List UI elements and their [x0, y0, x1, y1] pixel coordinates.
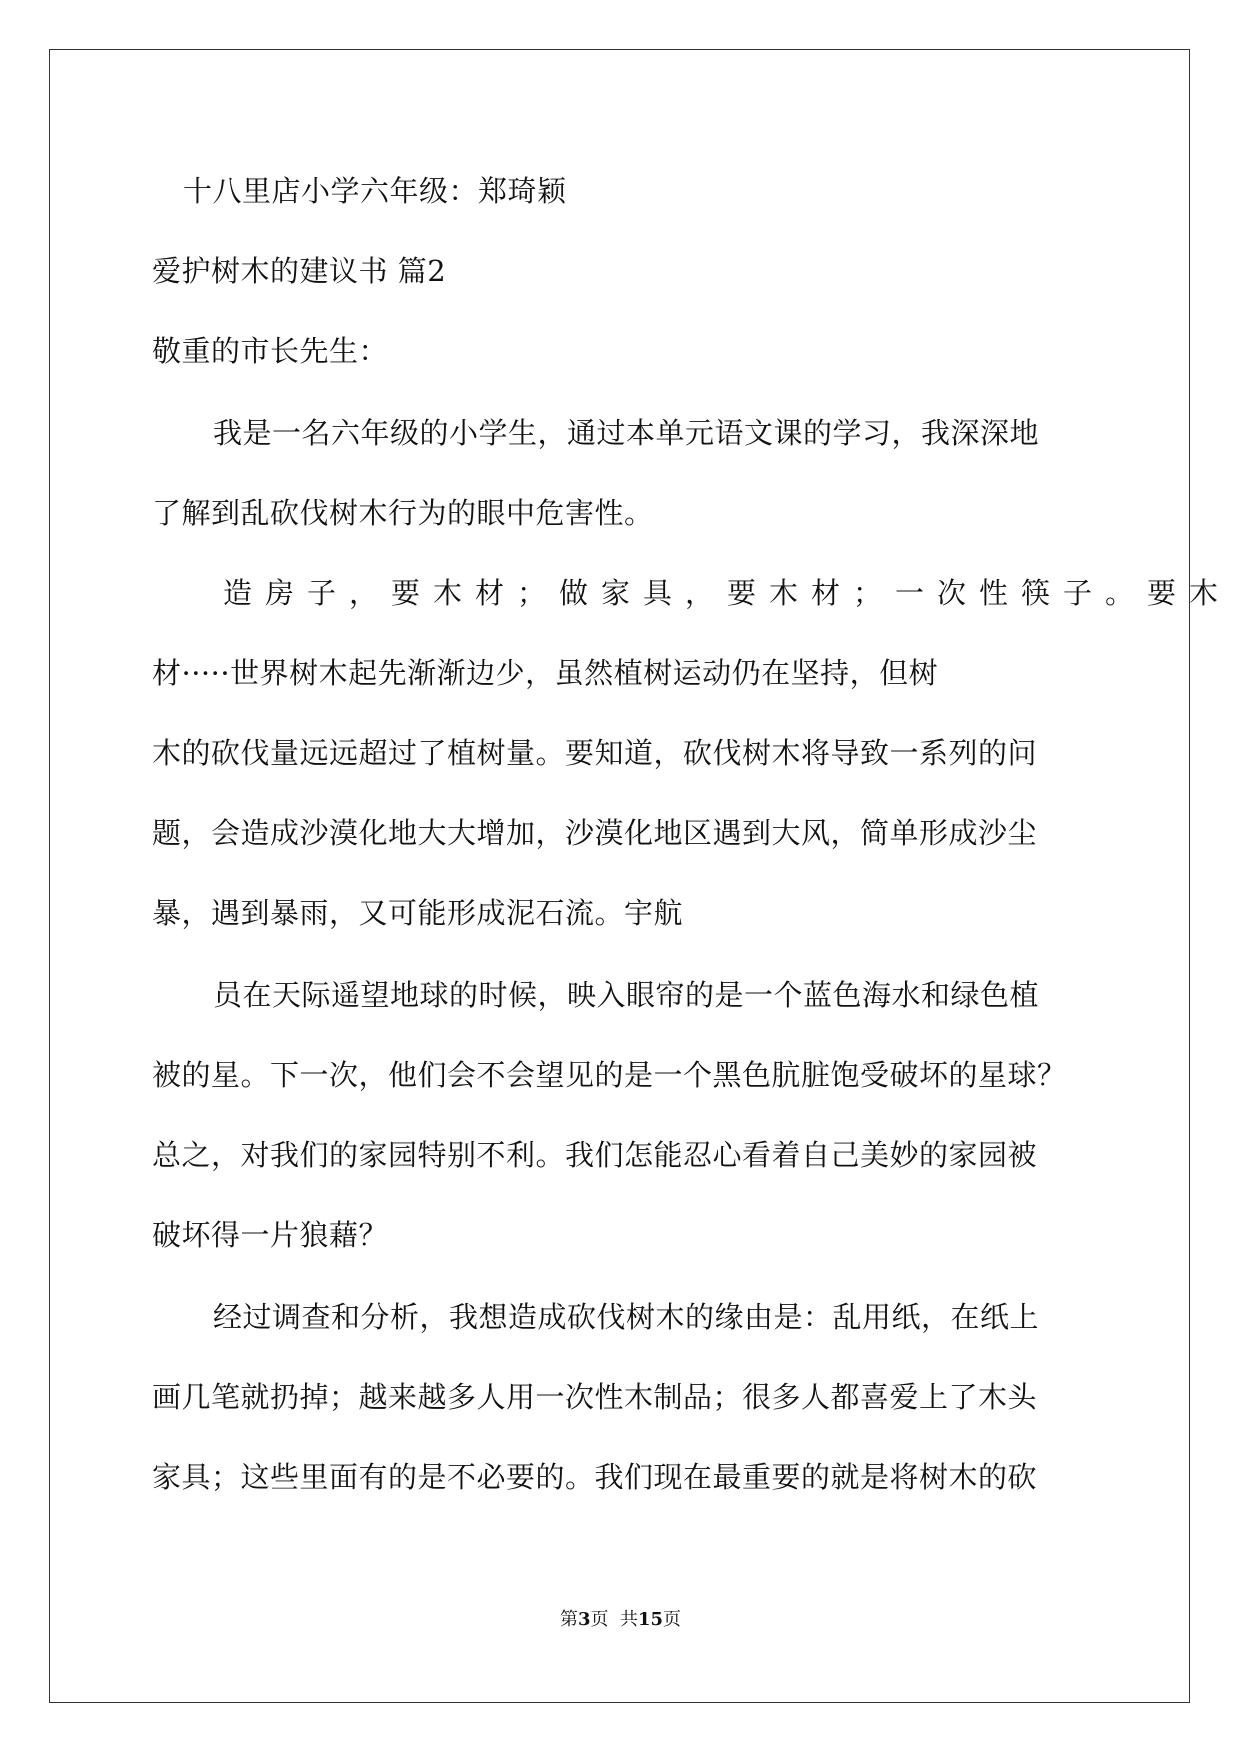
- paragraph-line: 画几笔就扔掉；越来越多人用一次性木制品；很多人都喜爱上了木头: [152, 1380, 1038, 1414]
- paragraph-line: 暴，遇到暴雨，又可能形成泥石流。宇航: [152, 896, 684, 930]
- footer-suffix: 页: [663, 1609, 682, 1630]
- paragraph-line: 员在天际遥望地球的时候，映入眼帘的是一个蓝色海水和绿色植: [213, 978, 1040, 1012]
- paragraph-line: 了解到乱砍伐树木行为的眼中危害性。: [152, 496, 654, 530]
- paragraph-line: 总之，对我们的家园特别不利。我们怎能忍心看着自己美妙的家园被: [152, 1138, 1038, 1172]
- paragraph-line: 家具；这些里面有的是不必要的。我们现在最重要的就是将树木的砍: [152, 1460, 1038, 1494]
- page-footer: [0, 1608, 1241, 1632]
- page-number: 3: [577, 1609, 591, 1630]
- paragraph-line: 造房子，要木材；做家具，要木材；一次性筷子。要木: [223, 576, 1232, 610]
- paragraph-line: 题，会造成沙漠化地大大增加，沙漠化地区遇到大风，简单形成沙尘: [152, 816, 1038, 850]
- total-pages: 15: [637, 1609, 664, 1630]
- author-line: 十八里店小学六年级：郑琦颖: [183, 174, 567, 208]
- paragraph-line: 被的星。下一次，他们会不会望见的是一个黑色肮脏饱受破坏的星球？: [152, 1058, 1067, 1092]
- paragraph-line: 破坏得一片狼藉？: [152, 1218, 389, 1252]
- footer-mid: 页 共: [590, 1609, 638, 1630]
- paragraph-line: 我是一名六年级的小学生，通过本单元语文课的学习，我深深地: [213, 416, 1040, 450]
- paragraph-line: 木的砍伐量远远超过了植树量。要知道，砍伐树木将导致一系列的问: [152, 736, 1038, 770]
- paragraph-line: 经过调查和分析，我想造成砍伐树木的缘由是：乱用纸，在纸上: [213, 1300, 1040, 1334]
- footer-prefix: 第: [559, 1609, 578, 1630]
- page-border: [49, 49, 1190, 1703]
- paragraph-line: 材·····世界树木起先渐渐边少，虽然植树运动仍在坚持，但树: [152, 656, 939, 690]
- salutation: 敬重的市长先生：: [152, 334, 389, 368]
- section-title: 爱护树木的建议书 篇2: [152, 254, 447, 288]
